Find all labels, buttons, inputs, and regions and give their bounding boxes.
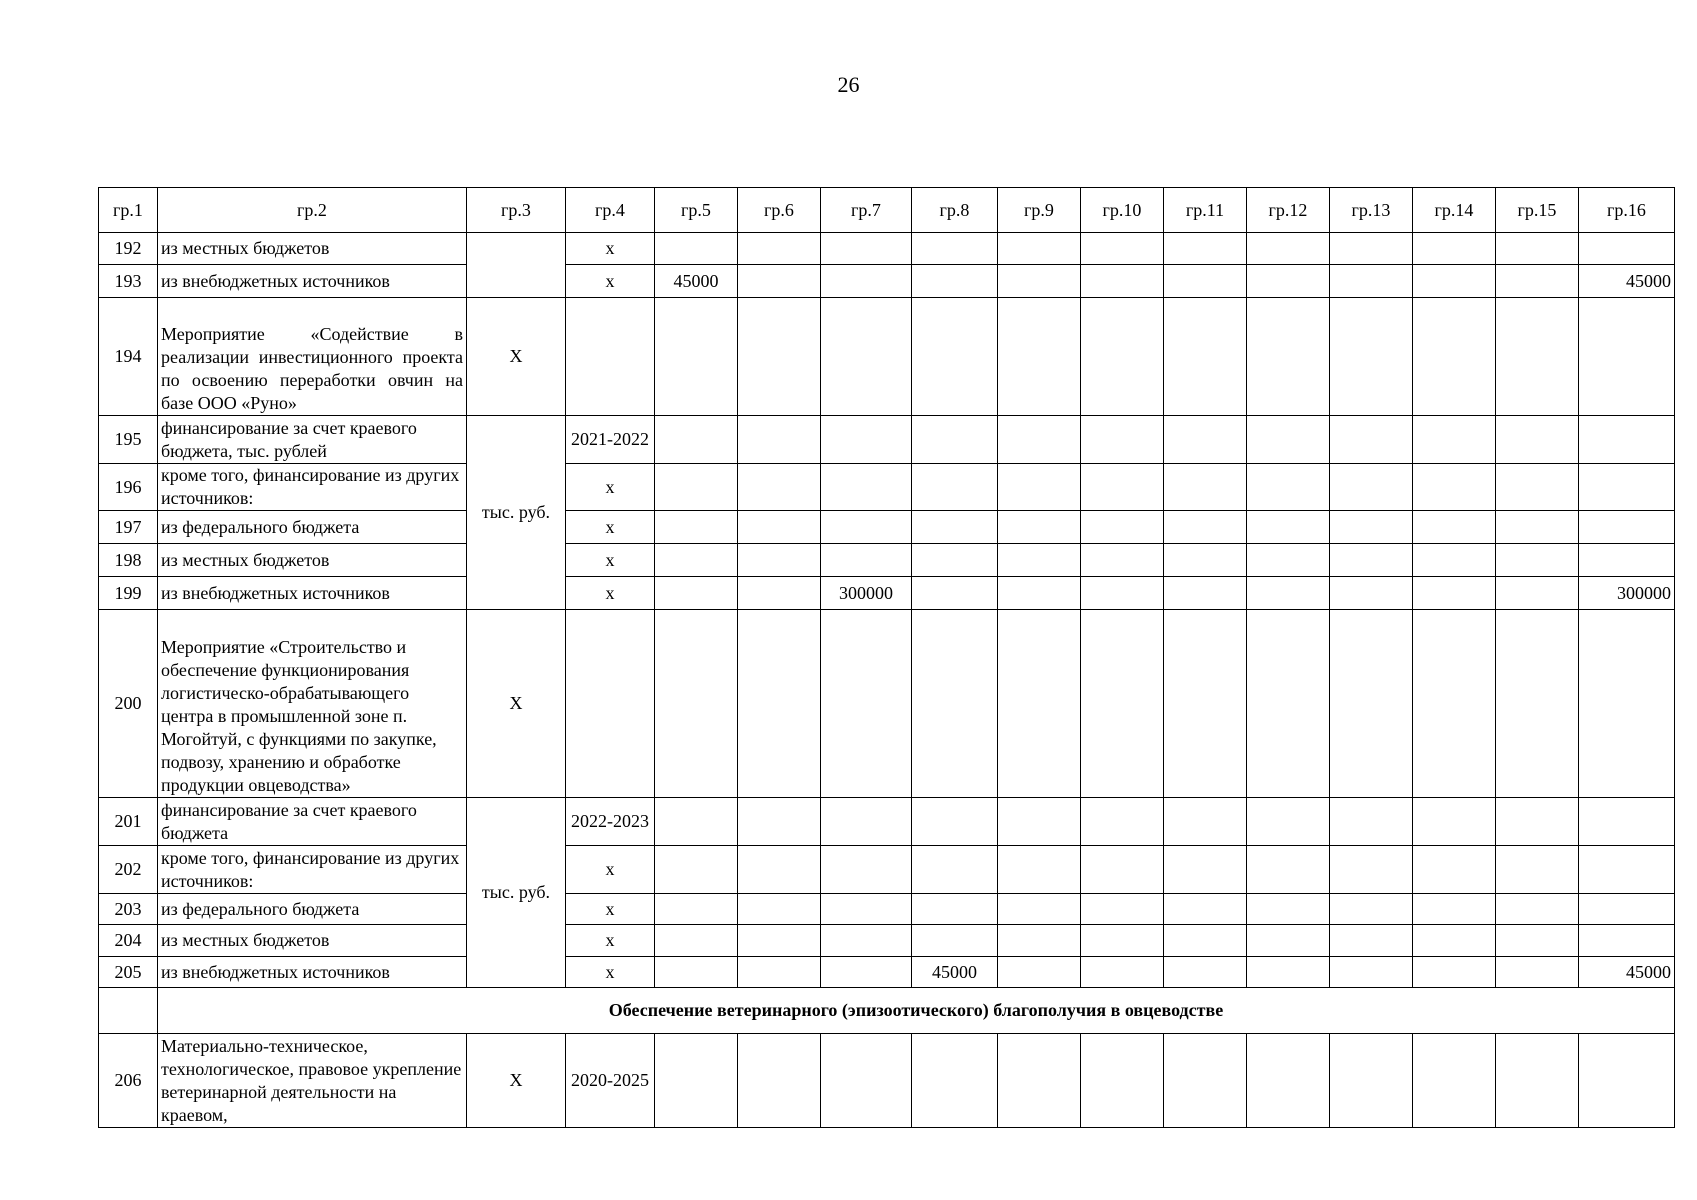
section-row bbox=[99, 988, 1675, 1034]
unit-cell: тыс. руб. bbox=[467, 798, 566, 988]
table-row bbox=[99, 957, 1675, 988]
row-description: из внебюджетных источников bbox=[158, 957, 467, 988]
period-cell: х bbox=[566, 544, 655, 577]
header-cell: гр.2 bbox=[158, 188, 467, 233]
table-row bbox=[99, 233, 1675, 265]
row-number: 198 bbox=[99, 544, 158, 577]
row-description: из местных бюджетов bbox=[158, 233, 467, 265]
period-cell: х bbox=[566, 957, 655, 988]
section-heading: Обеспечение ветеринарного (эпизоотического) благополучия в овцеводстве bbox=[158, 988, 1675, 1034]
row-description: финансирование за счет краевого бюджета bbox=[158, 798, 467, 846]
header-row bbox=[99, 188, 1675, 233]
unit-cell: Х bbox=[467, 610, 566, 798]
row-description: финансирование за счет краевого бюджета, тыс. рублей bbox=[158, 416, 467, 464]
period-cell: х bbox=[566, 894, 655, 925]
table-row bbox=[99, 925, 1675, 957]
table-row bbox=[99, 265, 1675, 298]
header-cell: гр.14 bbox=[1413, 188, 1496, 233]
row-description: Мероприятие «Содействие в реализации инвестиционного проекта по освоению переработки овчин на базе ООО «Руно» bbox=[158, 298, 467, 416]
unit-cell: тыс. руб. bbox=[467, 416, 566, 610]
table-row bbox=[99, 544, 1675, 577]
table-row bbox=[99, 894, 1675, 925]
row-number: 197 bbox=[99, 511, 158, 544]
row-number: 195 bbox=[99, 416, 158, 464]
value-cell: 45000 bbox=[1579, 265, 1675, 298]
header-cell: гр.16 bbox=[1579, 188, 1675, 233]
header-cell: гр.1 bbox=[99, 188, 158, 233]
value-cell: 45000 bbox=[912, 957, 998, 988]
row-description: из федерального бюджета bbox=[158, 894, 467, 925]
unit-cell: Х bbox=[467, 298, 566, 416]
row-number: 199 bbox=[99, 577, 158, 610]
row-description: Материально-техническое, технологическое, правовое укрепление ветеринарной деятельности на краевом, bbox=[158, 1034, 467, 1128]
table-row bbox=[99, 416, 1675, 464]
row-description: из местных бюджетов bbox=[158, 925, 467, 957]
header-cell: гр.6 bbox=[738, 188, 821, 233]
row-number: 205 bbox=[99, 957, 158, 988]
unit-cell bbox=[467, 233, 566, 298]
row-number: 206 bbox=[99, 1034, 158, 1128]
page-number: 26 bbox=[837, 72, 860, 97]
header-cell: гр.8 bbox=[912, 188, 998, 233]
period-cell: х bbox=[566, 577, 655, 610]
table-row bbox=[99, 577, 1675, 610]
header-cell: гр.4 bbox=[566, 188, 655, 233]
value-cell: 45000 bbox=[1579, 957, 1675, 988]
table-row bbox=[99, 1034, 1675, 1128]
row-description: кроме того, финансирование из других источников: bbox=[158, 464, 467, 511]
period-cell: х bbox=[566, 464, 655, 511]
row-description: Мероприятие «Строительство и обеспечение функционирования логистическо-обрабатывающего центра в промышленной зоне п. Могойтуй, с функциями по закупке, подвозу, хранению и обработке продукции овцеводства» bbox=[158, 610, 467, 798]
header-cell: гр.11 bbox=[1164, 188, 1247, 233]
row-number: 203 bbox=[99, 894, 158, 925]
period-cell: х bbox=[566, 925, 655, 957]
row-description: из федерального бюджета bbox=[158, 511, 467, 544]
row-description: кроме того, финансирование из других источников: bbox=[158, 846, 467, 894]
header-cell: гр.5 bbox=[655, 188, 738, 233]
row-number: 193 bbox=[99, 265, 158, 298]
period-cell: 2022-2023 bbox=[566, 798, 655, 846]
header-cell: гр.15 bbox=[1496, 188, 1579, 233]
row-description: из внебюджетных источников bbox=[158, 577, 467, 610]
table-row bbox=[99, 511, 1675, 544]
data-table bbox=[98, 187, 1675, 1128]
period-cell: х bbox=[566, 265, 655, 298]
row-number: 194 bbox=[99, 298, 158, 416]
row-number: 201 bbox=[99, 798, 158, 846]
period-cell: х bbox=[566, 846, 655, 894]
header-cell: гр.3 bbox=[467, 188, 566, 233]
header-cell: гр.9 bbox=[998, 188, 1081, 233]
table-row bbox=[99, 610, 1675, 798]
row-number: 204 bbox=[99, 925, 158, 957]
header-cell: гр.13 bbox=[1330, 188, 1413, 233]
unit-cell: Х bbox=[467, 1034, 566, 1128]
row-description: из внебюджетных источников bbox=[158, 265, 467, 298]
table-row bbox=[99, 464, 1675, 511]
row-number: 192 bbox=[99, 233, 158, 265]
value-cell: 300000 bbox=[821, 577, 912, 610]
header-cell: гр.7 bbox=[821, 188, 912, 233]
table-row bbox=[99, 298, 1675, 416]
value-cell: 45000 bbox=[655, 265, 738, 298]
value-cell: 300000 bbox=[1579, 577, 1675, 610]
period-cell: х bbox=[566, 233, 655, 265]
header-cell: гр.10 bbox=[1081, 188, 1164, 233]
period-cell: 2020-2025 bbox=[566, 1034, 655, 1128]
row-number: 196 bbox=[99, 464, 158, 511]
period-cell: 2021-2022 bbox=[566, 416, 655, 464]
row-number: 202 bbox=[99, 846, 158, 894]
header-cell: гр.12 bbox=[1247, 188, 1330, 233]
row-description: из местных бюджетов bbox=[158, 544, 467, 577]
row-number: 200 bbox=[99, 610, 158, 798]
table-row bbox=[99, 798, 1675, 846]
table-row bbox=[99, 846, 1675, 894]
period-cell: х bbox=[566, 511, 655, 544]
